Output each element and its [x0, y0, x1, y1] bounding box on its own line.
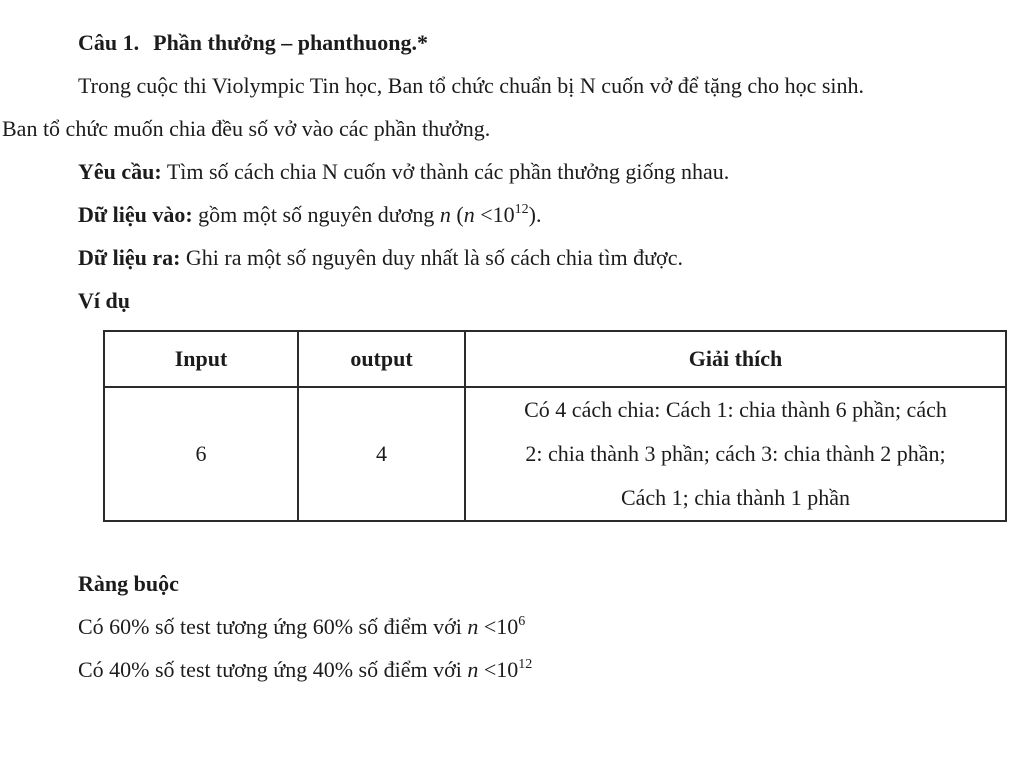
cell-input-value: 6: [104, 387, 298, 521]
table-header-explanation: Giải thích: [465, 331, 1006, 387]
constraint-line-2: [0, 648, 1024, 691]
constraint-1-text: Có 60% số test tương ứng 60% số điểm với: [78, 614, 468, 639]
constraint-2-text: Có 40% số test tương ứng 40% số điểm với: [78, 657, 468, 682]
constraints-heading: Ràng buộc: [78, 571, 179, 596]
example-table: [103, 330, 1007, 522]
cell-explanation: [465, 387, 1006, 521]
problem-name: Phần thưởng – phanthuong.*: [153, 30, 428, 55]
input-spec-text: gồm một số nguyên dương: [192, 202, 440, 227]
example-heading: Ví dụ: [78, 288, 130, 313]
table-header-input: Input: [104, 331, 298, 387]
input-var-n2: n: [463, 202, 475, 227]
explanation-line-3: Cách 1; chia thành 1 phần: [620, 485, 851, 510]
constraint-1-bound-exponent: 6: [518, 613, 526, 629]
constraint-line-1: [0, 605, 1024, 648]
cell-output-value: 4: [298, 387, 465, 521]
constraint-2-bound-base: <10: [478, 657, 519, 682]
requirement-label: Yêu cầu:: [78, 159, 162, 184]
input-var-n: n: [439, 202, 451, 227]
table-row: [104, 387, 1006, 521]
constraint-1-bound-base: <10: [478, 614, 519, 639]
input-paren-close: ).: [528, 202, 542, 227]
explanation-line-1: Có 4 cách chia: Cách 1: chia thành 6 phần; cách: [524, 397, 947, 422]
requirement-line: [0, 150, 1024, 193]
constraint-1-var: n: [467, 614, 479, 639]
explanation-line-2: 2: chia thành 3 phần; cách 3: chia thành 2 phần;: [525, 441, 946, 466]
input-spec-label: Dữ liệu vào:: [78, 202, 193, 227]
input-spec-line: [0, 193, 1024, 236]
output-spec-text: Ghi ra một số nguyên duy nhất là số cách chia tìm được.: [180, 245, 683, 270]
table-header-row: [104, 331, 1006, 387]
constraint-2-var: n: [467, 657, 479, 682]
problem-title: [0, 21, 1024, 64]
input-bound-base: <10: [474, 202, 515, 227]
input-paren-open: (: [450, 202, 464, 227]
input-bound-exponent: 12: [514, 201, 529, 217]
requirement-text: Tìm số cách chia N cuốn vở thành các phần thưởng giống nhau.: [161, 159, 730, 184]
output-spec-line: [0, 236, 1024, 279]
table-header-output: output: [298, 331, 465, 387]
intro-line-1: Trong cuộc thi Violympic Tin học, Ban tổ chức chuẩn bị N cuốn vở để tặng cho học sinh.: [78, 73, 865, 98]
problem-number: Câu 1.: [78, 30, 140, 55]
output-spec-label: Dữ liệu ra:: [78, 245, 181, 270]
intro-line-2: Ban tổ chức muốn chia đều số vở vào các phần thưởng.: [2, 116, 491, 141]
constraint-2-bound-exponent: 12: [518, 656, 533, 672]
